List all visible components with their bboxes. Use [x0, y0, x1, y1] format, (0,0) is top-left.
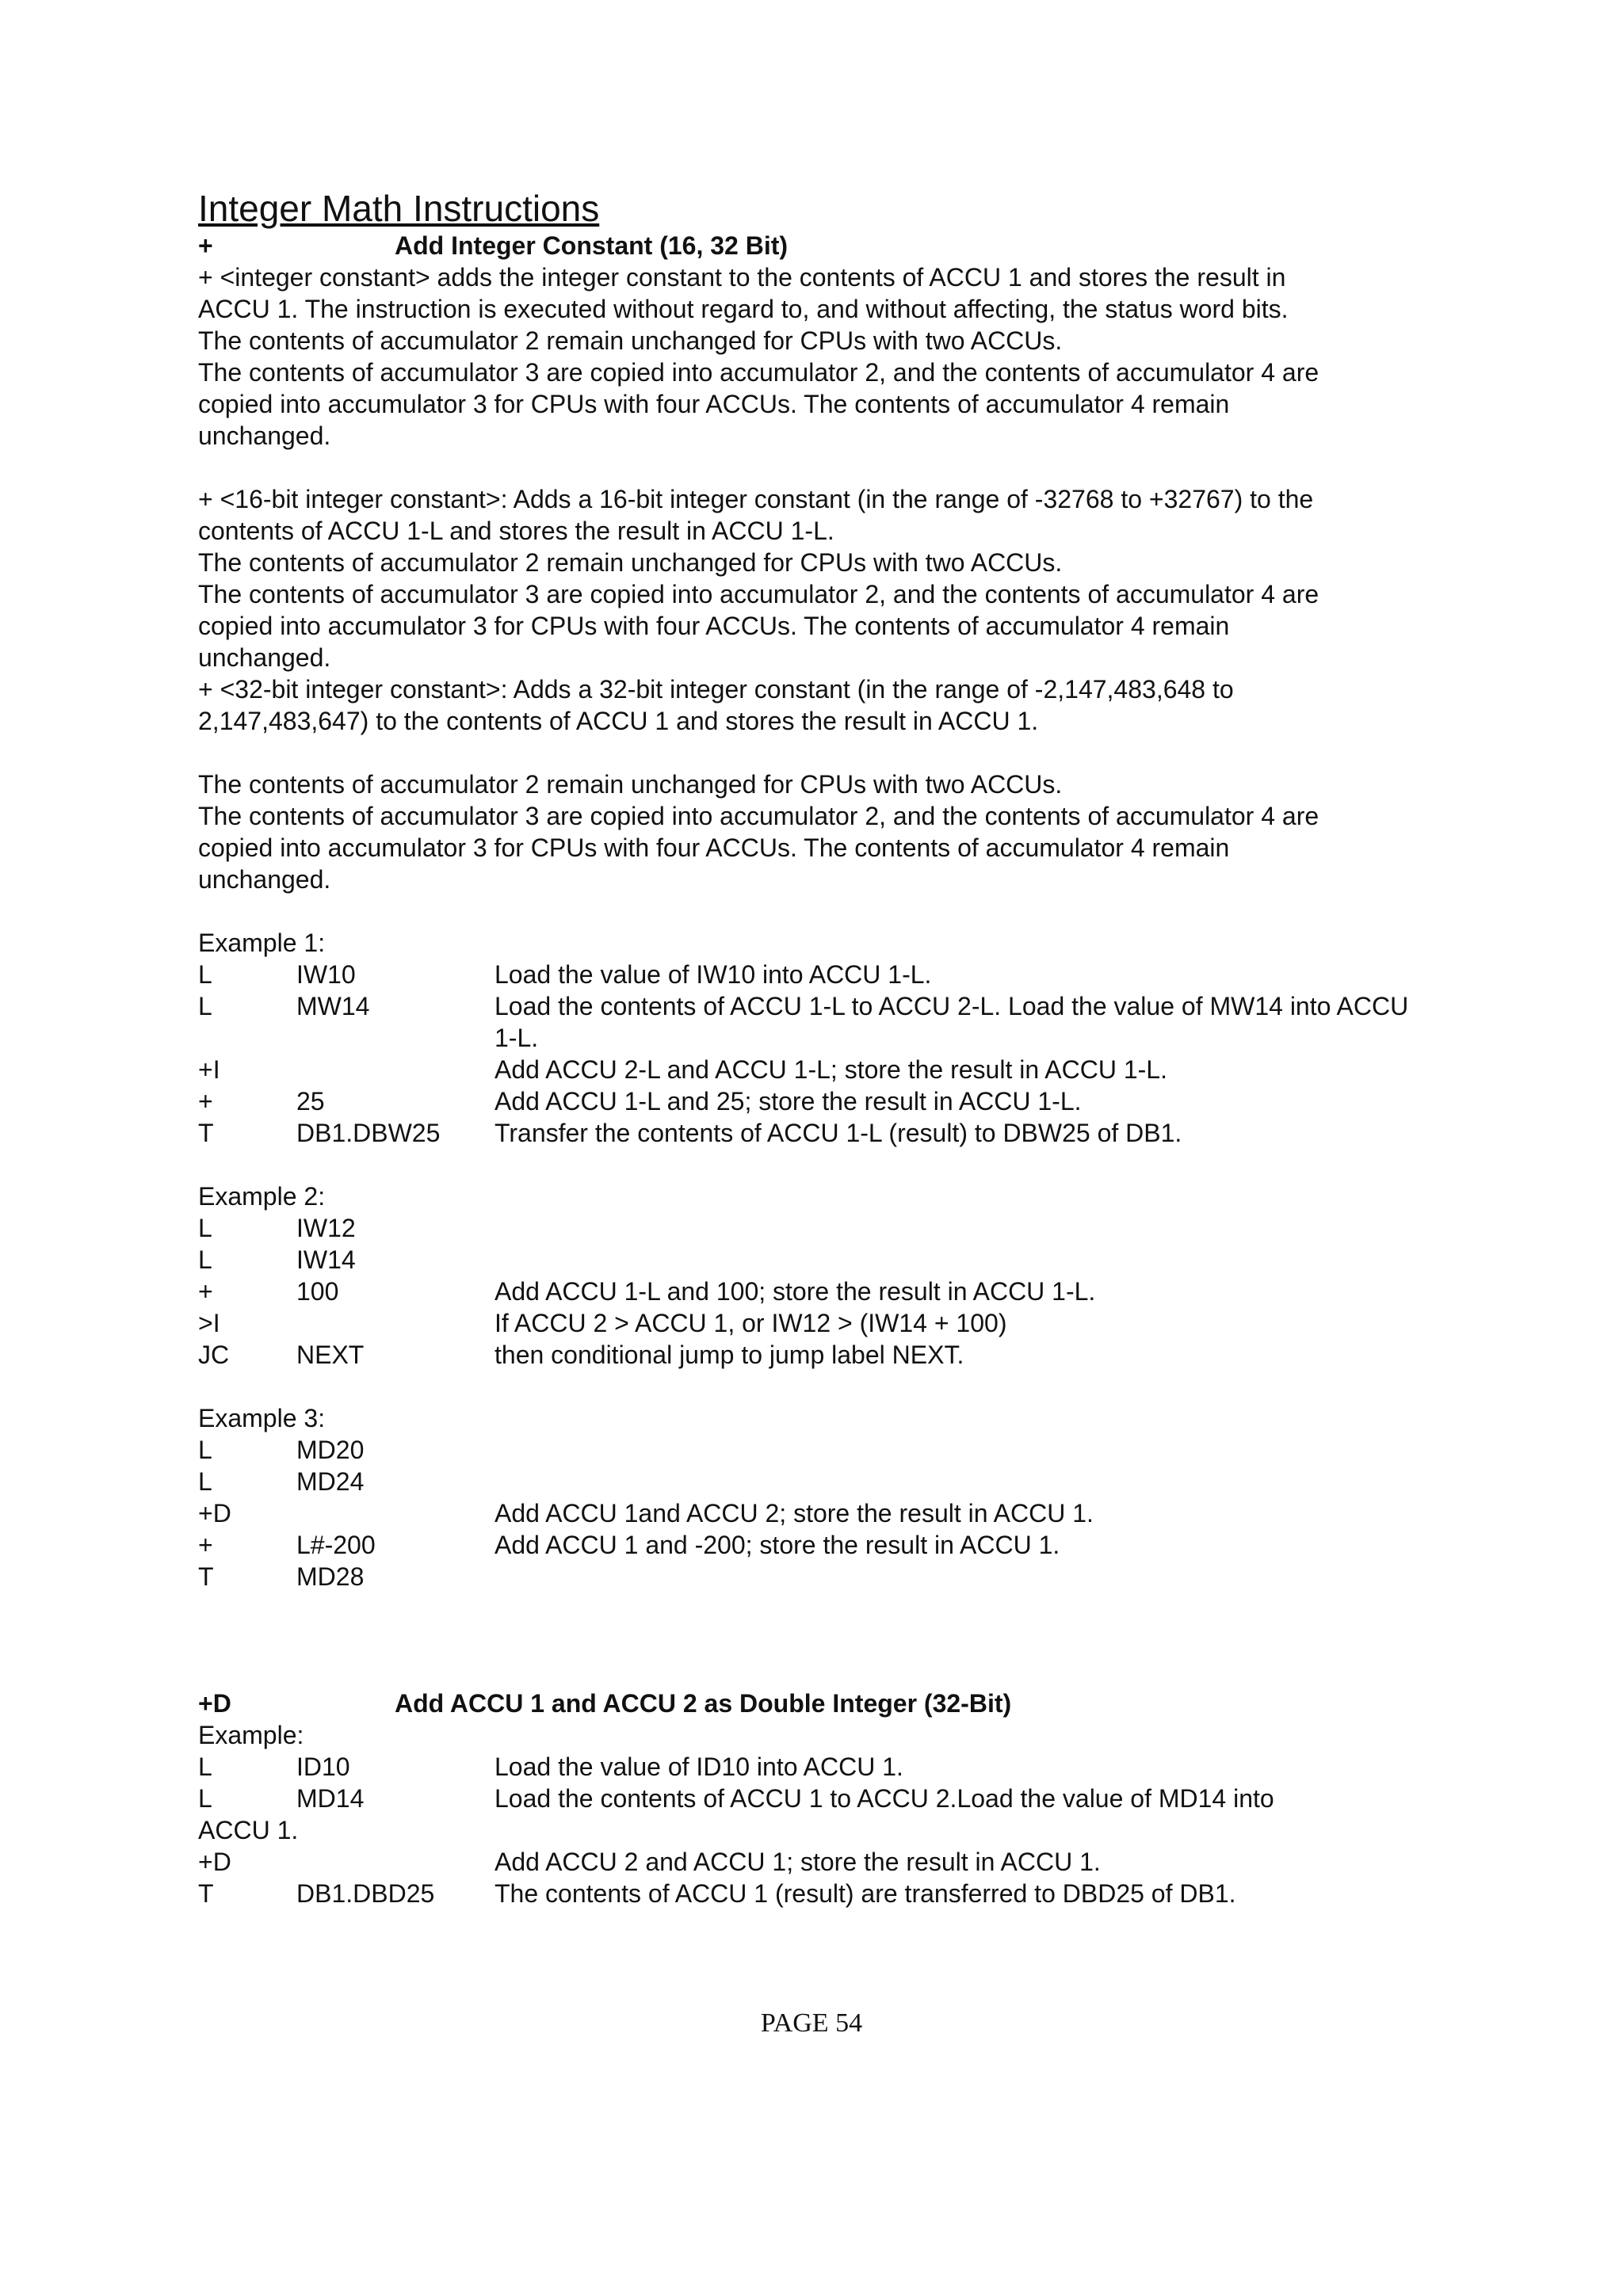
- section-heading-add-integer-constant: [198, 230, 1434, 261]
- code-row: [198, 1244, 1434, 1276]
- code-row: [198, 1497, 1434, 1529]
- code-arg: L#-200: [296, 1531, 376, 1559]
- text-line: unchanged.: [198, 865, 331, 894]
- code-op: JC: [198, 1341, 230, 1369]
- code-op: L: [198, 960, 212, 989]
- code-desc: Add ACCU 2-L and ACCU 1-L; store the result in ACCU 1-L.: [495, 1055, 1167, 1084]
- code-op: L: [198, 1753, 212, 1781]
- code-arg: NEXT: [296, 1341, 365, 1369]
- code-op: T: [198, 1119, 214, 1147]
- text-line: The contents of accumulator 3 are copied into accumulator 2, and the contents of accumulator 4 are: [198, 802, 1319, 830]
- code-desc: Add ACCU 2 and ACCU 1; store the result in ACCU 1.: [495, 1848, 1101, 1876]
- example-label: Example 3:: [198, 1404, 326, 1432]
- code-desc: If ACCU 2 > ACCU 1, or IW12 > (IW14 + 100): [495, 1309, 1007, 1337]
- code-row: [198, 1561, 1434, 1592]
- code-arg: [296, 1307, 495, 1339]
- code-arg: 100: [296, 1277, 339, 1306]
- paragraph-2: [198, 483, 1434, 737]
- text-line: unchanged.: [198, 643, 331, 672]
- text-line: copied into accumulator 3 for CPUs with four ACCUs. The contents of accumulator 4 remain: [198, 833, 1230, 862]
- code-arg: [296, 1497, 495, 1529]
- example-label: Example:: [198, 1721, 304, 1749]
- code-row: [198, 1339, 1434, 1371]
- code-op: L: [198, 1467, 212, 1496]
- code-row: [198, 1085, 1434, 1117]
- code-op: +: [198, 1277, 213, 1306]
- text-line: The contents of accumulator 2 remain unchanged for CPUs with two ACCUs.: [198, 770, 1063, 799]
- code-op: +D: [198, 1848, 231, 1876]
- code-arg: [296, 1846, 495, 1878]
- code-op: L: [198, 1436, 212, 1464]
- text-line: ACCU 1. The instruction is executed without regard to, and without affecting, the status word bits.: [198, 295, 1289, 323]
- text-line: copied into accumulator 3 for CPUs with four ACCUs. The contents of accumulator 4 remain: [198, 612, 1230, 640]
- wrapped-text-line: ACCU 1.: [198, 1816, 299, 1844]
- code-arg: MD28: [296, 1562, 365, 1591]
- code-desc: Load the contents of ACCU 1-L to ACCU 2-L. Load the value of MW14 into ACCU 1-L.: [495, 992, 1409, 1052]
- code-row: [198, 1117, 1434, 1149]
- section-symbol: +D: [198, 1689, 231, 1718]
- code-arg: MD14: [296, 1784, 365, 1813]
- example-4: [198, 1719, 1434, 1909]
- code-arg: DB1.DBW25: [296, 1119, 441, 1147]
- text-line: 2,147,483,647) to the contents of ACCU 1 and stores the result in ACCU 1.: [198, 707, 1039, 735]
- code-row: [198, 1529, 1434, 1561]
- code-row: [198, 1276, 1434, 1307]
- example-label: Example 1:: [198, 929, 326, 957]
- code-arg: MW14: [296, 992, 370, 1020]
- code-desc: Add ACCU 1 and -200; store the result in ACCU 1.: [495, 1531, 1060, 1559]
- code-desc: [495, 1212, 1434, 1244]
- code-desc: Load the contents of ACCU 1 to ACCU 2.Load the value of MD14 into: [495, 1784, 1274, 1813]
- code-arg: ID10: [296, 1753, 350, 1781]
- code-op: L: [198, 1214, 212, 1242]
- example-2: [198, 1180, 1434, 1371]
- code-row: [198, 959, 1434, 990]
- code-desc: [495, 1466, 1434, 1497]
- code-row: [198, 1307, 1434, 1339]
- example-1: [198, 927, 1434, 1149]
- code-arg: [296, 1054, 495, 1085]
- text-line: copied into accumulator 3 for CPUs with four ACCUs. The contents of accumulator 4 remain: [198, 390, 1230, 418]
- code-desc: [495, 1244, 1434, 1276]
- page-title: Integer Math Instructions: [198, 188, 600, 229]
- code-desc: Add ACCU 1-L and 25; store the result in ACCU 1-L.: [495, 1087, 1082, 1116]
- text-line: unchanged.: [198, 421, 331, 450]
- section-heading-text: Add ACCU 1 and ACCU 2 as Double Integer (32-Bit): [395, 1689, 1012, 1718]
- code-row: [198, 1846, 1434, 1878]
- code-desc: Transfer the contents of ACCU 1-L (result) to DBW25 of DB1.: [495, 1119, 1182, 1147]
- code-desc: Add ACCU 1-L and 100; store the result in ACCU 1-L.: [495, 1277, 1096, 1306]
- code-row: [198, 1054, 1434, 1085]
- code-row: [198, 1878, 1434, 1909]
- code-op: L: [198, 1245, 212, 1274]
- text-line: The contents of accumulator 2 remain unchanged for CPUs with two ACCUs.: [198, 548, 1063, 577]
- code-op: +: [198, 1531, 213, 1559]
- page-content: [198, 187, 1434, 1909]
- text-line: contents of ACCU 1-L and stores the result in ACCU 1-L.: [198, 517, 834, 545]
- code-arg: DB1.DBD25: [296, 1879, 435, 1908]
- code-arg: MD20: [296, 1436, 365, 1464]
- code-arg: IW10: [296, 960, 356, 989]
- code-arg: MD24: [296, 1467, 365, 1496]
- text-line: + <32-bit integer constant>: Adds a 32-bit integer constant (in the range of -2,147,483,648 to: [198, 675, 1234, 704]
- code-row: [198, 990, 1434, 1054]
- text-line: + <integer constant> adds the integer constant to the contents of ACCU 1 and stores the result in: [198, 263, 1286, 292]
- code-arg: 25: [296, 1087, 325, 1116]
- code-op: +I: [198, 1055, 220, 1084]
- code-desc: then conditional jump to jump label NEXT.: [495, 1341, 964, 1369]
- example-3: [198, 1402, 1434, 1592]
- text-line: + <16-bit integer constant>: Adds a 16-bit integer constant (in the range of -32768 to +32767) to the: [198, 485, 1314, 513]
- code-desc: Load the value of IW10 into ACCU 1-L.: [495, 960, 932, 989]
- section-symbol: +: [198, 231, 213, 260]
- code-row: [198, 1466, 1434, 1497]
- code-op: +: [198, 1087, 213, 1116]
- code-op: L: [198, 992, 212, 1020]
- page-number: PAGE 54: [760, 2008, 863, 2038]
- text-line: The contents of accumulator 3 are copied into accumulator 2, and the contents of accumulator 4 are: [198, 580, 1319, 608]
- text-line: The contents of accumulator 3 are copied into accumulator 2, and the contents of accumulator 4 are: [198, 358, 1319, 387]
- code-desc: Load the value of ID10 into ACCU 1.: [495, 1753, 903, 1781]
- section-heading-add-double-integer: [198, 1688, 1434, 1719]
- section-heading-text: Add Integer Constant (16, 32 Bit): [395, 231, 789, 260]
- code-arg: IW12: [296, 1214, 356, 1242]
- code-row: [198, 1783, 1434, 1814]
- code-op: +D: [198, 1499, 231, 1527]
- code-op: L: [198, 1784, 212, 1813]
- code-row: [198, 1751, 1434, 1783]
- code-arg: IW14: [296, 1245, 356, 1274]
- code-row: [198, 1434, 1434, 1466]
- code-desc: Add ACCU 1and ACCU 2; store the result in ACCU 1.: [495, 1499, 1094, 1527]
- paragraph-3: [198, 769, 1434, 895]
- code-op: >I: [198, 1309, 220, 1337]
- code-row: [198, 1212, 1434, 1244]
- code-op: T: [198, 1562, 214, 1591]
- code-desc: [495, 1434, 1434, 1466]
- code-desc: [495, 1561, 1434, 1592]
- code-desc: The contents of ACCU 1 (result) are transferred to DBD25 of DB1.: [495, 1879, 1236, 1908]
- paragraph-1: [198, 261, 1434, 452]
- example-label: Example 2:: [198, 1182, 326, 1211]
- code-op: T: [198, 1879, 214, 1908]
- text-line: The contents of accumulator 2 remain unchanged for CPUs with two ACCUs.: [198, 326, 1063, 355]
